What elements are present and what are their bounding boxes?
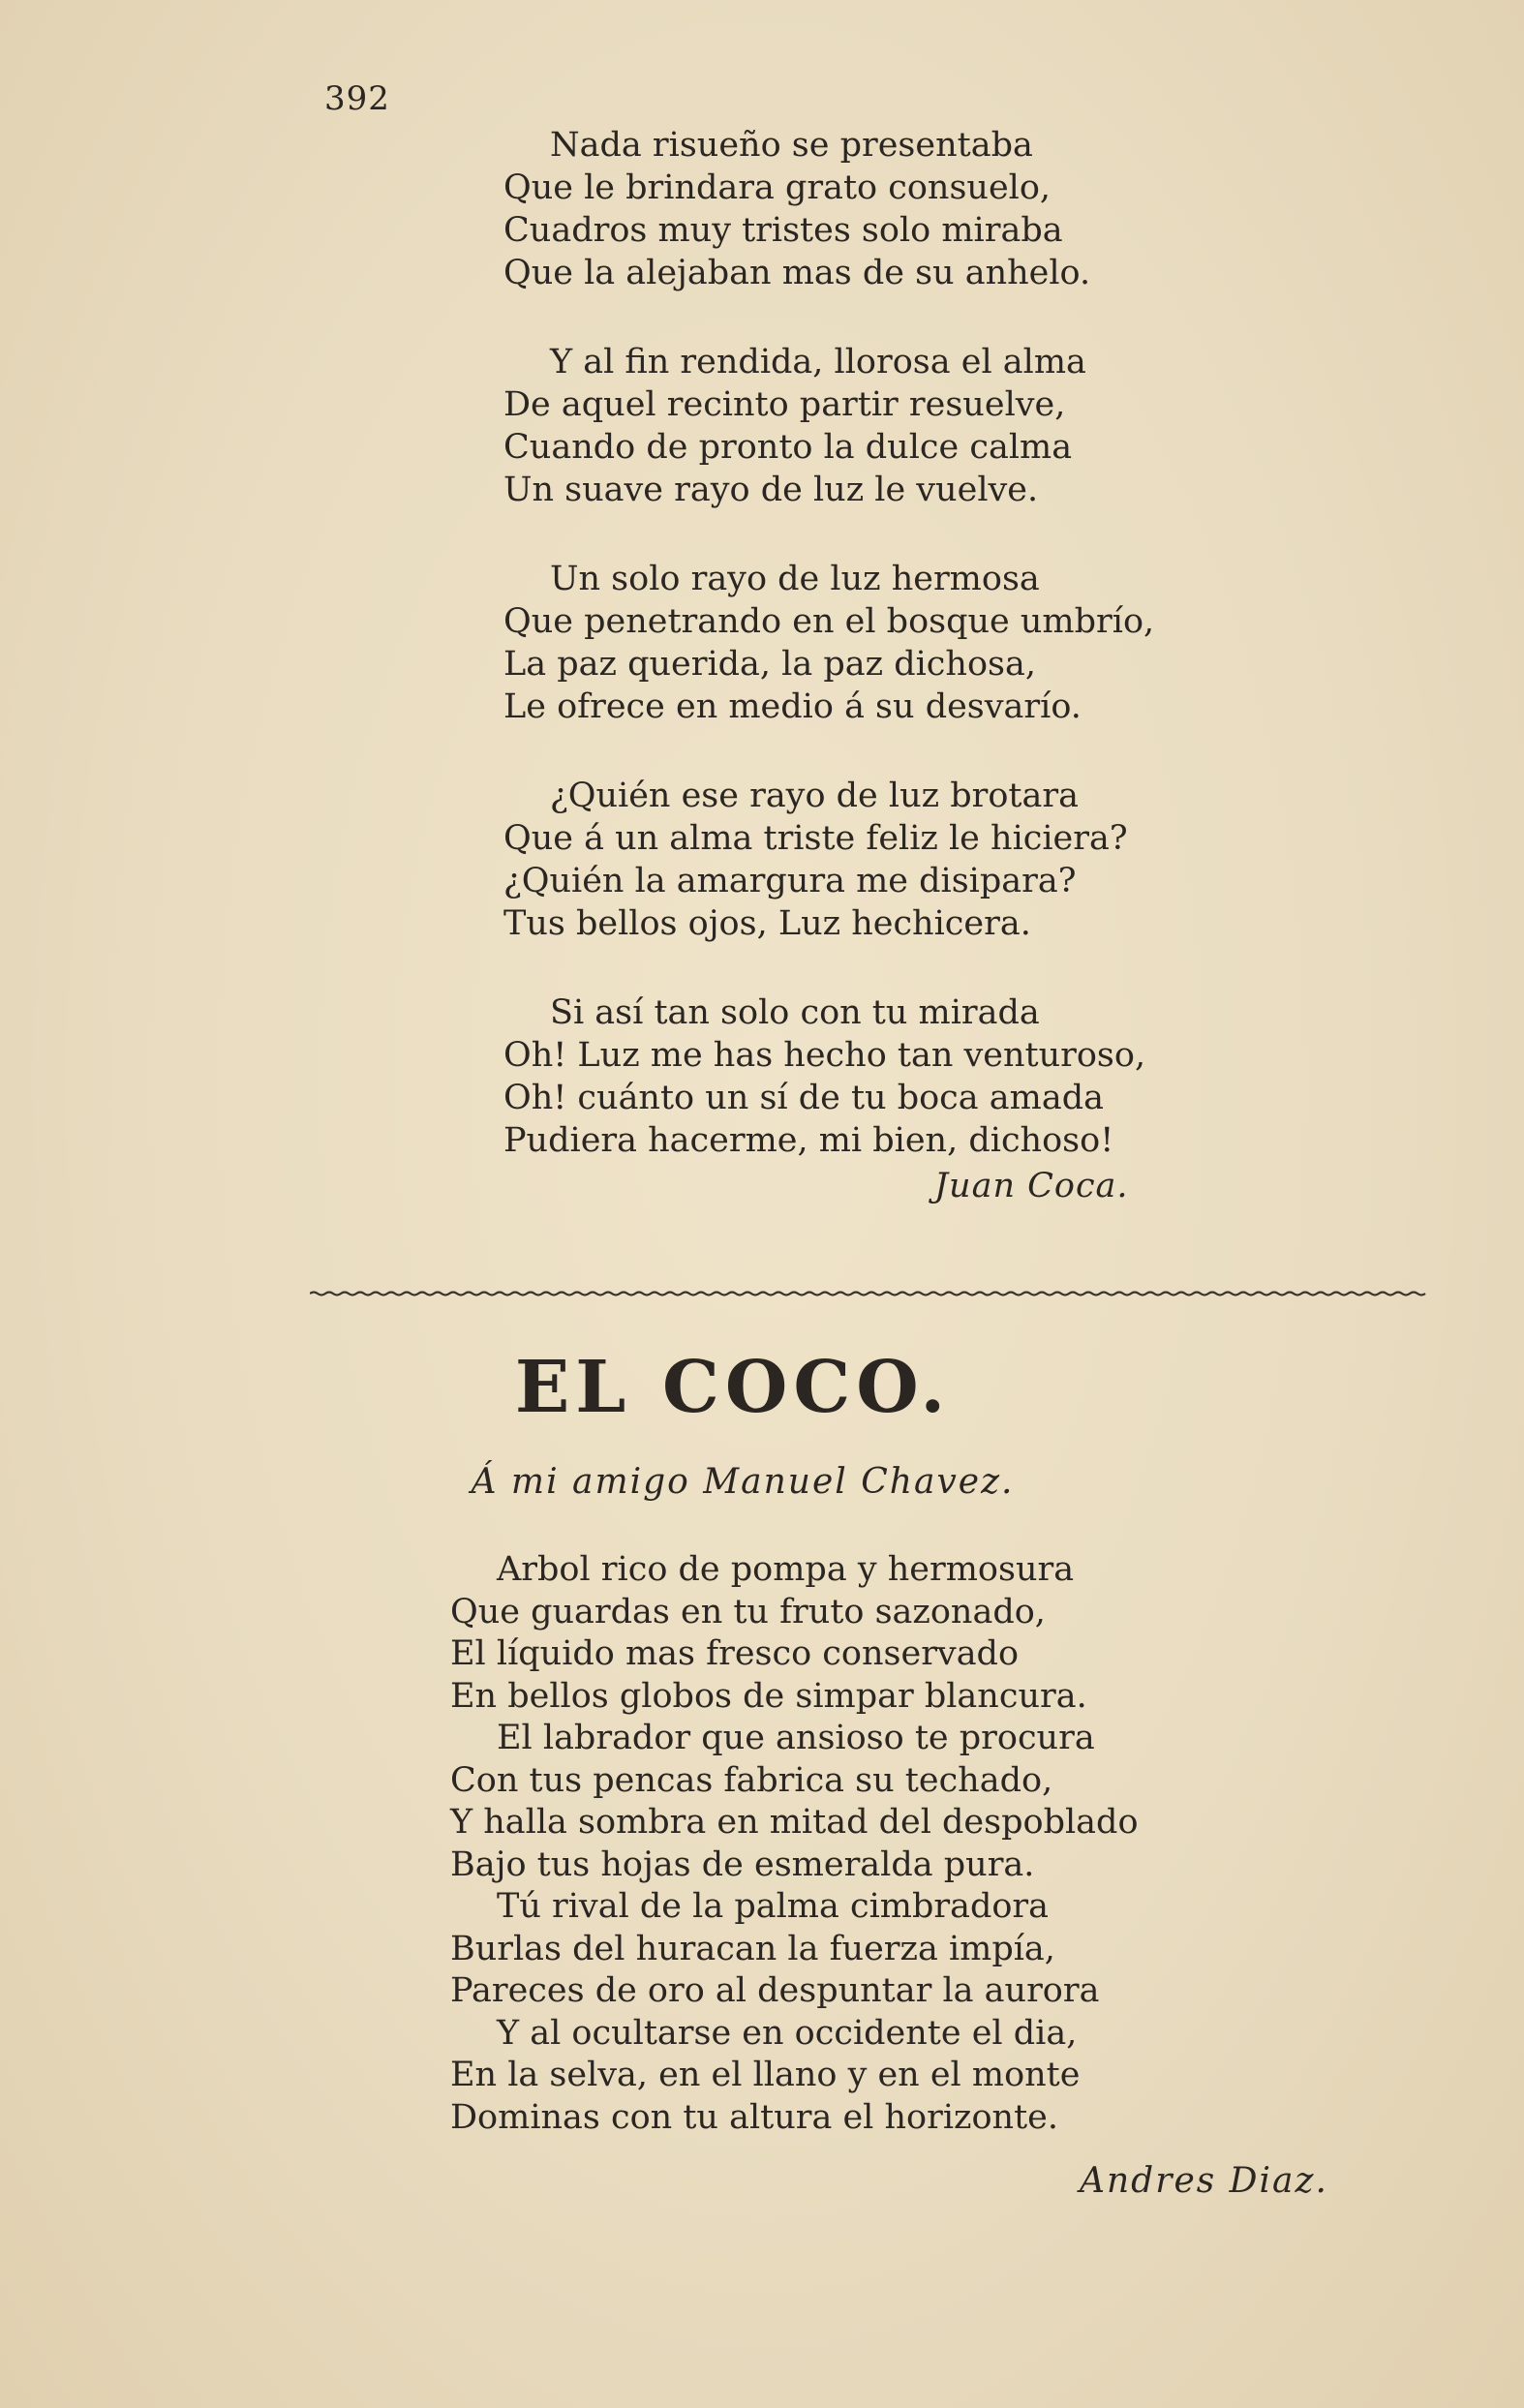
verse-line: Y halla sombra en mitad del despoblado [450, 1803, 1139, 1842]
verse-line: Arbol rico de pompa y hermosura [497, 1550, 1075, 1589]
stanza [503, 341, 1239, 511]
verse-line: Le ofrece en medio á su desvarío. [503, 687, 1082, 726]
verse-line: Si así tan solo con tu mirada [550, 993, 1040, 1032]
verse-line: Un solo rayo de luz hermosa [550, 560, 1040, 598]
verse-line: Que la alejaban mas de su anhelo. [503, 254, 1091, 292]
verse-line: Dominas con tu altura el horizonte. [450, 2097, 1059, 2137]
verse-line: Bajo tus hojas de esmeralda pura. [450, 1844, 1035, 1884]
verse-line: Burlas del huracan la fuerza impía, [450, 1929, 1055, 1968]
verse-line: La paz querida, la paz dichosa, [503, 645, 1036, 684]
author-signature: Juan Coca. [934, 1167, 1129, 1205]
verse-line: Cuadros muy tristes solo miraba [503, 211, 1063, 250]
verse-line: Con tus pencas fabrica su techado, [450, 1760, 1053, 1800]
verse-line: Que guardas en tu fruto sazonado, [450, 1592, 1046, 1631]
verse-line: Tú rival de la palma cimbradora [497, 1887, 1050, 1926]
verse-line: Oh! cuánto un sí de tu boca amada [503, 1079, 1104, 1117]
verse-line: Oh! Luz me has hecho tan venturoso, [503, 1036, 1146, 1075]
stanza [503, 558, 1239, 728]
poem-el-coco [450, 1549, 1322, 2139]
poem-luz [503, 124, 1239, 1208]
stanza [503, 775, 1239, 945]
verse-line: Pudiera hacerme, mi bien, dichoso! [503, 1121, 1114, 1160]
verse-line: Que le brindara grato consuelo, [503, 168, 1052, 207]
verse-line: En bellos globos de simpar blancura. [450, 1676, 1087, 1716]
verse-line: Y al fin rendida, llorosa el alma [550, 343, 1086, 381]
author-signature: Andres Diaz. [1080, 2161, 1328, 2201]
verse-line: De aquel recinto partir resuelve, [503, 385, 1066, 424]
verse-line: Un suave rayo de luz le vuelve. [503, 471, 1039, 509]
verse-line: Nada risueño se presentaba [550, 126, 1033, 165]
stanza [503, 124, 1239, 294]
verse-line: Tus bellos ojos, Luz hechicera. [503, 904, 1031, 943]
stanza [503, 991, 1239, 1162]
verse-line: En la selva, en el llano y en el monte [450, 2056, 1081, 2094]
decorative-divider [310, 1290, 1428, 1297]
verse-line: El labrador que ansioso te procura [497, 1719, 1095, 1757]
verse-line: Que á un alma triste feliz le hiciera? [503, 819, 1128, 858]
verse-line: Que penetrando en el bosque umbrío, [503, 602, 1155, 641]
verse-line: El líquido mas fresco conservado [450, 1634, 1020, 1673]
page-number: 392 [324, 79, 390, 118]
poem-title: EL COCO. [514, 1346, 952, 1429]
verse-line: Y al ocultarse en occidente el dia, [497, 2013, 1078, 2053]
verse-line: ¿Quién la amargura me disipara? [503, 862, 1077, 900]
verse-line: Cuando de pronto la dulce calma [503, 428, 1073, 467]
verse-line: ¿Quién ese rayo de luz brotara [550, 777, 1079, 815]
verse-line: Pareces de oro al despuntar la aurora [450, 1971, 1100, 2010]
poem-dedication: Á mi amigo Manuel Chavez. [471, 1462, 1015, 1502]
